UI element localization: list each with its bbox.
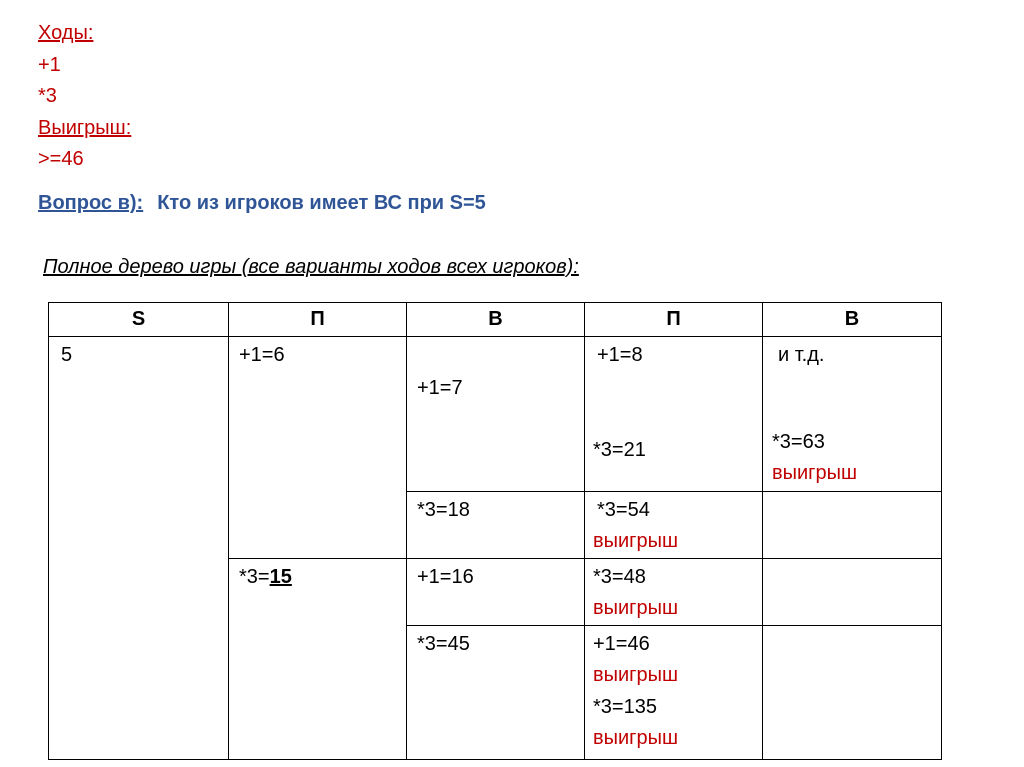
win-condition: >=46	[38, 148, 84, 170]
p1-times-prefix: *3=	[239, 566, 270, 588]
cell-empty	[763, 492, 942, 559]
cell-p1-times	[229, 559, 407, 760]
win-marker: выигрыш	[593, 664, 679, 686]
win-marker: выигрыш	[593, 597, 679, 619]
header-petya-2: П	[585, 303, 763, 337]
p2-plus-fortysix: +1=46	[593, 633, 650, 655]
p2-plus-eight: +1=8	[597, 344, 643, 366]
cell-v1-times-fortyfive	[407, 626, 585, 760]
etc-text: и т.д.	[778, 344, 825, 366]
s-value: 5	[61, 344, 73, 366]
question-label: Вопрос в):	[38, 192, 144, 214]
v1-plus-sixteen: +1=16	[417, 566, 474, 588]
win-marker: выигрыш	[593, 727, 679, 749]
header-vanya-1: В	[407, 303, 585, 337]
cell-p1-plus	[229, 337, 407, 559]
v2-times-sixtythree: *3=63	[772, 431, 825, 453]
p1-times-fifteen	[239, 566, 292, 589]
p2-times-twentyone: *3=21	[593, 439, 646, 461]
p1-plus-one: +1=6	[239, 344, 285, 366]
table-header-row	[49, 303, 942, 337]
moves-label: Ходы:	[38, 22, 94, 44]
header-petya-1: П	[229, 303, 407, 337]
cell-v2-a	[763, 337, 942, 492]
v1-times-fortyfive: *3=45	[417, 633, 470, 655]
win-marker: выигрыш	[593, 530, 679, 552]
cell-p2-c	[585, 559, 763, 626]
win-label: Выигрыш:	[38, 116, 132, 139]
cell-v1-plus-sixteen	[407, 559, 585, 626]
p1-times-result: 15	[269, 566, 292, 588]
move-plus-one: +1	[38, 53, 61, 76]
cell-p2-b	[585, 492, 763, 559]
header-vanya-2: В	[763, 303, 942, 337]
cell-p2-a	[585, 337, 763, 492]
question-text: Кто из игроков имеет ВС при S=5	[157, 192, 486, 214]
question-heading	[38, 192, 486, 215]
move-times-three: *3	[38, 85, 57, 107]
game-rules	[38, 18, 131, 176]
v1-plus-seven: +1=7	[417, 377, 463, 399]
table-row	[49, 337, 942, 492]
subtitle: Полное дерево игры (все варианты ходов всех игроков):	[43, 256, 579, 278]
cell-s-value	[49, 337, 229, 760]
cell-v1-plus-seven	[407, 337, 585, 492]
win-marker: выигрыш	[772, 462, 858, 484]
cell-empty	[763, 559, 942, 626]
p2-times-fiftyfour: *3=54	[597, 499, 650, 521]
game-tree-table	[48, 302, 942, 760]
cell-p2-d	[585, 626, 763, 760]
cell-empty	[763, 626, 942, 760]
p2-times-onethirtyfive: *3=135	[593, 696, 657, 718]
v1-times-eighteen: *3=18	[417, 499, 470, 521]
cell-v1-times-eighteen	[407, 492, 585, 559]
header-s: S	[49, 303, 229, 337]
p2-times-fortyeight: *3=48	[593, 566, 646, 588]
